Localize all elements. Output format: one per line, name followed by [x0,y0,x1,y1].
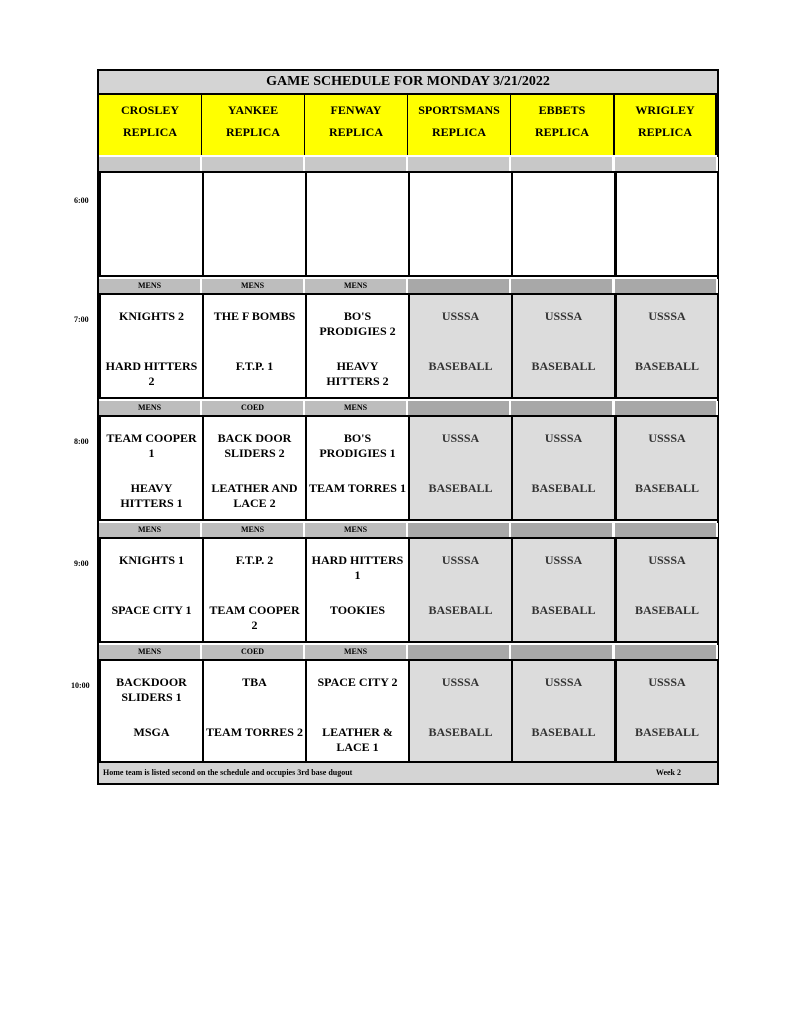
team-away: USSSA [544,431,583,445]
game-cell [615,537,719,643]
game-cell [615,293,719,399]
time-label: 10:00 [71,681,90,690]
field-header-crosley [99,95,203,155]
game-cell [305,171,410,277]
field-name: SPORTSMANS [418,103,500,117]
field-name: CROSLEY [120,103,179,117]
team-away: USSSA [648,553,686,567]
schedule-footer [99,761,717,783]
team-home: LEATHER & LACE 1 [322,725,393,754]
team-away: USSSA [648,675,686,689]
division-label [408,645,511,659]
team-away: USSSA [544,553,583,567]
week-label: Week 2 [655,768,681,777]
game-cell [99,537,204,643]
team-away: USSSA [441,675,480,689]
team-home: SPACE CITY 1 [111,603,192,617]
division-label: COED [202,401,305,415]
field-name: FENWAY [330,103,382,117]
division-label: MENS [305,279,408,293]
field-header-ebbets [511,95,615,155]
field-name: WRIGLEY [635,103,695,117]
field-header-fenway [305,95,409,155]
field-header-wrigley [615,95,717,155]
division-label: MENS [305,645,408,659]
division-label: MENS [202,279,305,293]
team-away: TEAM COOPER 1 [106,431,197,460]
game-cell [99,659,204,765]
team-home: TEAM TORRES 2 [206,725,303,739]
spacer-band [202,157,305,171]
team-away: BACKDOOR SLIDERS 1 [116,675,187,704]
division-label: MENS [99,401,202,415]
game-cell [408,171,513,277]
game-cell [615,659,719,765]
team-away: USSSA [544,309,583,323]
division-label: MENS [99,645,202,659]
game-cell [202,171,307,277]
team-home: BASEBALL [634,725,700,739]
game-cell [202,537,307,643]
game-cell [99,415,204,521]
game-cell [408,293,513,399]
field-sub: REPLICA [431,125,486,139]
team-home: BASEBALL [428,481,493,495]
team-away: USSSA [544,675,583,689]
game-cell [511,171,616,277]
spacer-band [511,157,614,171]
schedule-table [97,69,719,785]
division-label: MENS [99,523,202,537]
team-home: MSGA [133,725,170,739]
game-cell [305,659,410,765]
game-cell [511,293,616,399]
team-home: HARD HITTERS 2 [105,359,198,388]
team-away: BACK DOOR SLIDERS 2 [217,431,292,460]
team-home: BASEBALL [634,481,700,495]
game-cell [408,537,513,643]
game-cell [615,415,719,521]
team-home: BASEBALL [634,603,700,617]
team-home: LEATHER AND LACE 2 [211,481,298,510]
game-cell [511,537,616,643]
team-away: BO'S PRODIGIES 2 [319,309,396,338]
game-cell [511,659,616,765]
team-home: HEAVY HITTERS 2 [326,359,389,388]
division-label [408,279,511,293]
team-home: BASEBALL [531,603,596,617]
spacer-band [305,157,408,171]
game-cell [202,293,307,399]
team-home: HEAVY HITTERS 1 [120,481,183,510]
team-away: SPACE CITY 2 [317,675,398,689]
team-away: F.T.P. 2 [235,553,274,567]
spacer-band [408,157,511,171]
division-label [511,279,614,293]
field-sub: REPLICA [328,125,383,139]
game-cell [408,659,513,765]
team-home: BASEBALL [634,359,700,373]
team-away: USSSA [648,431,686,445]
game-cell [511,415,616,521]
team-home: TEAM COOPER 2 [209,603,300,632]
footer-note: Home team is listed second on the schedule and occupies 3rd base dugout [103,768,353,777]
game-cell [305,415,410,521]
game-cell [305,293,410,399]
team-away: USSSA [441,431,480,445]
team-home: BASEBALL [428,725,493,739]
team-home: BASEBALL [531,481,596,495]
division-label [615,401,718,415]
team-away: HARD HITTERS 1 [311,553,404,582]
division-label [511,401,614,415]
team-home: BASEBALL [428,359,493,373]
time-label: 6:00 [74,196,89,205]
field-sub: REPLICA [534,125,589,139]
team-away: USSSA [441,309,480,323]
division-label: MENS [305,523,408,537]
team-away: KNIGHTS 1 [118,553,184,567]
team-away: THE F BOMBS [213,309,296,323]
game-cell [305,537,410,643]
division-label [615,523,718,537]
field-header-sportsmans [408,95,512,155]
time-label: 7:00 [74,315,89,324]
division-label [511,523,614,537]
time-label: 9:00 [74,559,89,568]
team-home: BASEBALL [531,359,596,373]
field-sub: REPLICA [637,125,692,139]
field-header-yankee [202,95,306,155]
field-name: YANKEE [227,103,279,117]
division-label [408,523,511,537]
field-sub: REPLICA [225,125,280,139]
spacer-band [99,157,202,171]
team-away: USSSA [648,309,686,323]
team-home: BASEBALL [531,725,596,739]
team-away: USSSA [441,553,480,567]
field-sub: REPLICA [122,125,177,139]
game-cell [202,415,307,521]
game-cell [99,171,204,277]
game-cell [202,659,307,765]
team-away: BO'S PRODIGIES 1 [319,431,396,460]
division-label: MENS [305,401,408,415]
division-label: MENS [202,523,305,537]
game-cell [615,171,719,277]
division-label: COED [202,645,305,659]
division-label [615,645,718,659]
team-away: KNIGHTS 2 [118,309,184,323]
team-away: TBA [242,675,267,689]
division-label: MENS [99,279,202,293]
game-cell [99,293,204,399]
time-label: 8:00 [74,437,89,446]
division-label [511,645,614,659]
spacer-band [615,157,718,171]
division-label [408,401,511,415]
team-home: TOOKIES [329,603,386,617]
game-cell [408,415,513,521]
team-home: BASEBALL [428,603,493,617]
field-name: EBBETS [538,103,586,117]
team-home: F.T.P. 1 [235,359,274,373]
team-home: TEAM TORRES 1 [309,481,406,495]
division-label [615,279,718,293]
schedule-title: GAME SCHEDULE FOR MONDAY 3/21/2022 [99,71,717,95]
